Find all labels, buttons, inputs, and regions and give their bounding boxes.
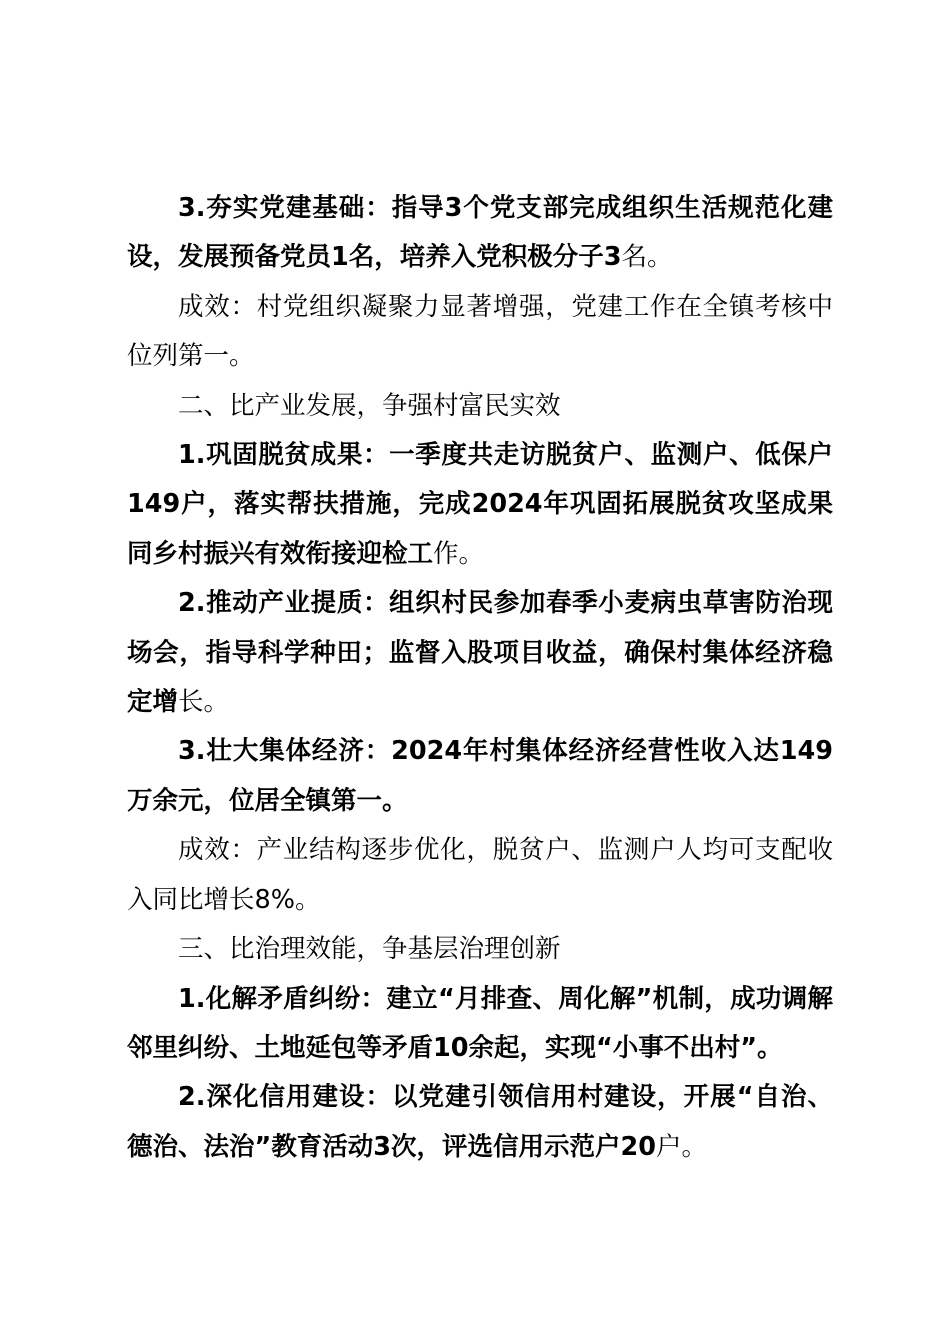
- paragraph-bold-text: 3.夯实党建基础：指导3个党支部完成组织生活规范化建设，发展预备党员1名，培养入党积极分子3: [127, 193, 833, 273]
- paragraph-party-foundation: [127, 184, 833, 283]
- paragraph-bold-text: 2.推动产业提质：组织村民参加春季小麦病虫草害防治现场会，指导科学种田；监督入股项目收益，确保村集体经济稳定增: [127, 588, 833, 718]
- paragraph-dispute-resolution: [127, 975, 833, 1074]
- paragraph-bold-text: 3.壮大集体经济：2024年村集体经济经营性收入达149万余元，位居全镇第一。: [127, 736, 833, 816]
- paragraph-normal-text: 成效：村党组织凝聚力显著增强，党建工作在全镇考核中位列第一。: [127, 291, 833, 372]
- paragraph-normal-text: 名。: [621, 242, 673, 273]
- paragraph-credit-building: [127, 1073, 833, 1172]
- paragraph-normal-text: 三、比治理效能，争基层治理创新: [178, 934, 561, 965]
- document-page: [127, 184, 833, 1172]
- paragraph-result-party: [127, 283, 833, 382]
- section-heading-industry: [127, 382, 833, 431]
- paragraph-industry-quality: [127, 579, 833, 727]
- paragraph-normal-text: 作。: [433, 538, 485, 569]
- paragraph-normal-text: 成效：产业结构逐步优化，脱贫户、监测户人均可支配收入同比增长8%。: [127, 835, 833, 915]
- paragraph-result-industry: [127, 826, 833, 925]
- paragraph-poverty-results: [127, 431, 833, 579]
- paragraph-normal-text: 二、比产业发展，争强村富民实效: [178, 390, 561, 421]
- paragraph-bold-text: 1.巩固脱贫成果：一季度共走访脱贫户、监测户、低保户149户，落实帮扶措施，完成2024年巩固拓展脱贫攻坚成果同乡村振兴有效衔接迎检工: [127, 440, 833, 569]
- paragraph-bold-text: 1.化解矛盾纠纷：建立“月排查、周化解”机制，成功调解邻里纠纷、土地延包等矛盾10余起，实现“小事不出村”。: [127, 983, 833, 1063]
- paragraph-bold-text: 2.深化信用建设：以党建引领信用村建设，开展“自治、德治、法治”教育活动3次，评选信用示范户20: [127, 1082, 833, 1162]
- paragraph-collective-economy: [127, 727, 833, 826]
- paragraph-normal-text: 户。: [656, 1131, 708, 1162]
- section-heading-governance: [127, 925, 833, 974]
- paragraph-normal-text: 长。: [178, 687, 230, 718]
